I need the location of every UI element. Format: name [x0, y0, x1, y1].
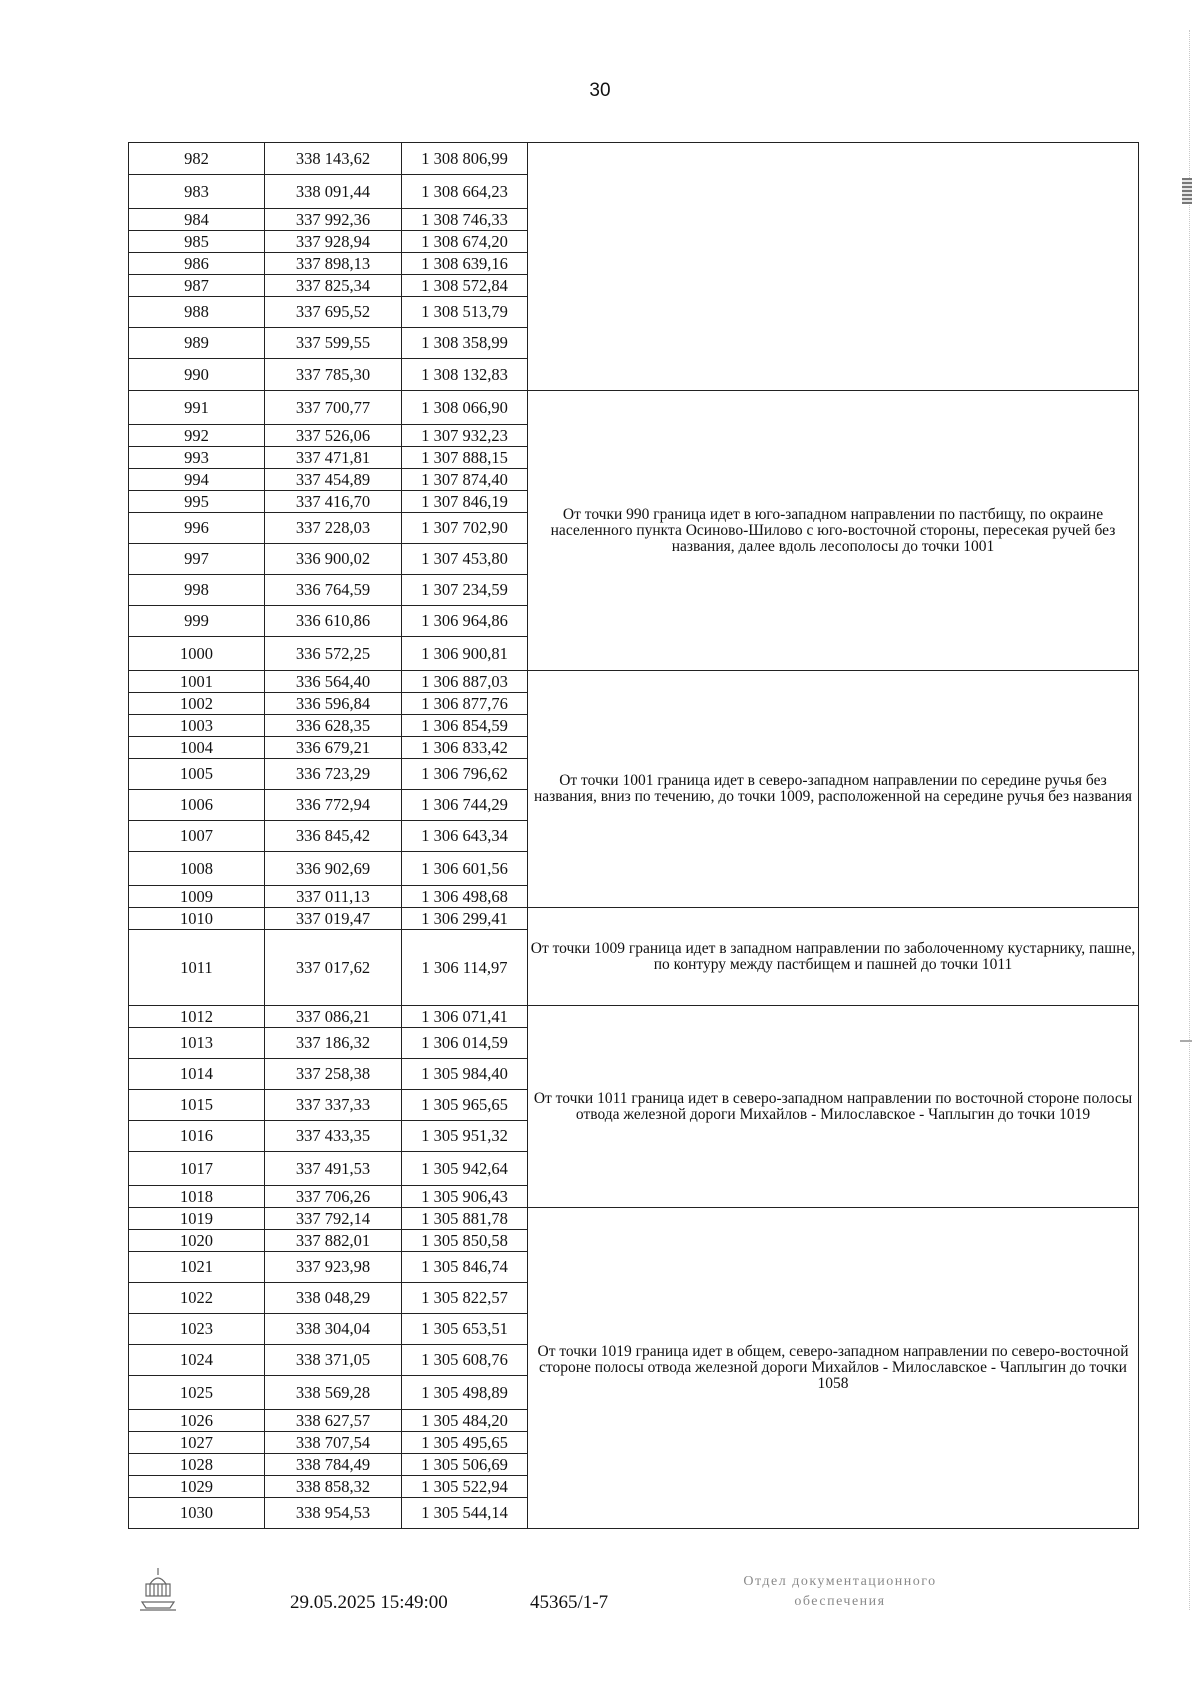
- point-number-cell: 1026: [129, 1410, 265, 1432]
- x-coordinate-cell: 336 723,29: [265, 759, 402, 790]
- x-coordinate-cell: 337 416,70: [265, 491, 402, 513]
- y-coordinate-cell: 1 305 965,65: [402, 1090, 528, 1121]
- point-number-cell: 1004: [129, 737, 265, 759]
- y-coordinate-cell: 1 307 874,40: [402, 469, 528, 491]
- y-coordinate-cell: 1 307 702,90: [402, 513, 528, 544]
- x-coordinate-cell: 336 564,40: [265, 671, 402, 693]
- scan-tick: [1180, 1040, 1192, 1042]
- point-number-cell: 1008: [129, 852, 265, 886]
- x-coordinate-cell: 338 048,29: [265, 1283, 402, 1314]
- y-coordinate-cell: 1 307 234,59: [402, 575, 528, 606]
- x-coordinate-cell: 337 792,14: [265, 1208, 402, 1230]
- boundary-description-cell: От точки 1019 граница идет в общем, северо-западном направлении по северо-восточной стороне полосы отвода железной дороги Михайлов - Милославское - Чаплыгин до точки 1058: [528, 1208, 1139, 1529]
- y-coordinate-cell: 1 306 854,59: [402, 715, 528, 737]
- y-coordinate-cell: 1 308 358,99: [402, 328, 528, 359]
- x-coordinate-cell: 337 011,13: [265, 886, 402, 908]
- y-coordinate-cell: 1 308 513,79: [402, 297, 528, 328]
- y-coordinate-cell: 1 306 833,42: [402, 737, 528, 759]
- x-coordinate-cell: 336 679,21: [265, 737, 402, 759]
- point-number-cell: 1009: [129, 886, 265, 908]
- point-number-cell: 1021: [129, 1252, 265, 1283]
- table-row: [129, 143, 1139, 175]
- x-coordinate-cell: 336 628,35: [265, 715, 402, 737]
- x-coordinate-cell: 337 433,35: [265, 1121, 402, 1152]
- point-number-cell: 991: [129, 391, 265, 425]
- y-coordinate-cell: 1 306 299,41: [402, 908, 528, 930]
- point-number-cell: 1002: [129, 693, 265, 715]
- point-number-cell: 985: [129, 231, 265, 253]
- x-coordinate-cell: 337 086,21: [265, 1006, 402, 1028]
- point-number-cell: 989: [129, 328, 265, 359]
- point-number-cell: 1003: [129, 715, 265, 737]
- scan-edge-line: [1189, 30, 1192, 1610]
- y-coordinate-cell: 1 305 850,58: [402, 1230, 528, 1252]
- point-number-cell: 1006: [129, 790, 265, 821]
- y-coordinate-cell: 1 305 881,78: [402, 1208, 528, 1230]
- y-coordinate-cell: 1 305 608,76: [402, 1345, 528, 1376]
- x-coordinate-cell: 337 471,81: [265, 447, 402, 469]
- table-row: [129, 1208, 1139, 1230]
- point-number-cell: 982: [129, 143, 265, 175]
- y-coordinate-cell: 1 307 846,19: [402, 491, 528, 513]
- point-number-cell: 1027: [129, 1432, 265, 1454]
- point-number-cell: 1015: [129, 1090, 265, 1121]
- x-coordinate-cell: 338 143,62: [265, 143, 402, 175]
- y-coordinate-cell: 1 306 877,76: [402, 693, 528, 715]
- x-coordinate-cell: 337 706,26: [265, 1186, 402, 1208]
- x-coordinate-cell: 336 572,25: [265, 637, 402, 671]
- x-coordinate-cell: 338 627,57: [265, 1410, 402, 1432]
- y-coordinate-cell: 1 305 951,32: [402, 1121, 528, 1152]
- x-coordinate-cell: 337 882,01: [265, 1230, 402, 1252]
- x-coordinate-cell: 336 764,59: [265, 575, 402, 606]
- x-coordinate-cell: 338 304,04: [265, 1314, 402, 1345]
- x-coordinate-cell: 336 900,02: [265, 544, 402, 575]
- y-coordinate-cell: 1 305 822,57: [402, 1283, 528, 1314]
- coordinates-table-body: [129, 143, 1139, 1529]
- y-coordinate-cell: 1 305 522,94: [402, 1476, 528, 1498]
- y-coordinate-cell: 1 305 846,74: [402, 1252, 528, 1283]
- y-coordinate-cell: 1 306 900,81: [402, 637, 528, 671]
- y-coordinate-cell: 1 306 643,34: [402, 821, 528, 852]
- table-row: [129, 1006, 1139, 1028]
- x-coordinate-cell: 337 017,62: [265, 930, 402, 1006]
- point-number-cell: 998: [129, 575, 265, 606]
- x-coordinate-cell: 337 186,32: [265, 1028, 402, 1059]
- x-coordinate-cell: 336 596,84: [265, 693, 402, 715]
- x-coordinate-cell: 337 258,38: [265, 1059, 402, 1090]
- table-row: [129, 908, 1139, 930]
- point-number-cell: 986: [129, 253, 265, 275]
- point-number-cell: 1030: [129, 1498, 265, 1529]
- x-coordinate-cell: 338 784,49: [265, 1454, 402, 1476]
- x-coordinate-cell: 337 700,77: [265, 391, 402, 425]
- x-coordinate-cell: 337 228,03: [265, 513, 402, 544]
- y-coordinate-cell: 1 305 544,14: [402, 1498, 528, 1529]
- point-number-cell: 994: [129, 469, 265, 491]
- x-coordinate-cell: 337 923,98: [265, 1252, 402, 1283]
- y-coordinate-cell: 1 308 132,83: [402, 359, 528, 391]
- point-number-cell: 983: [129, 175, 265, 209]
- y-coordinate-cell: 1 308 674,20: [402, 231, 528, 253]
- x-coordinate-cell: 338 954,53: [265, 1498, 402, 1529]
- footer-document-number: 45365/1-7: [530, 1592, 609, 1613]
- point-number-cell: 1001: [129, 671, 265, 693]
- boundary-description-cell: От точки 990 граница идет в юго-западном направлении по пастбищу, по окраине населенного пункта Осиново-Шилово с юго-восточной стороны, пересекая ручей без названия, далее вдоль лесополосы до точки 1001: [528, 391, 1139, 671]
- point-number-cell: 996: [129, 513, 265, 544]
- y-coordinate-cell: 1 305 495,65: [402, 1432, 528, 1454]
- y-coordinate-cell: 1 308 746,33: [402, 209, 528, 231]
- boundary-description-cell: [528, 143, 1139, 391]
- point-number-cell: 992: [129, 425, 265, 447]
- x-coordinate-cell: 338 371,05: [265, 1345, 402, 1376]
- page-number: 30: [589, 80, 611, 101]
- y-coordinate-cell: 1 305 506,69: [402, 1454, 528, 1476]
- y-coordinate-cell: 1 305 942,64: [402, 1152, 528, 1186]
- y-coordinate-cell: 1 308 572,84: [402, 275, 528, 297]
- x-coordinate-cell: 338 707,54: [265, 1432, 402, 1454]
- point-number-cell: 1012: [129, 1006, 265, 1028]
- x-coordinate-cell: 338 858,32: [265, 1476, 402, 1498]
- boundary-description-cell: От точки 1001 граница идет в северо-западном направлении по середине ручья без названия, вниз по течению, до точки 1009, расположенной на середине ручья без названия: [528, 671, 1139, 908]
- x-coordinate-cell: 338 091,44: [265, 175, 402, 209]
- point-number-cell: 1007: [129, 821, 265, 852]
- point-number-cell: 1014: [129, 1059, 265, 1090]
- y-coordinate-cell: 1 305 498,89: [402, 1376, 528, 1410]
- point-number-cell: 1022: [129, 1283, 265, 1314]
- y-coordinate-cell: 1 305 653,51: [402, 1314, 528, 1345]
- x-coordinate-cell: 337 599,55: [265, 328, 402, 359]
- y-coordinate-cell: 1 306 601,56: [402, 852, 528, 886]
- point-number-cell: 1020: [129, 1230, 265, 1252]
- x-coordinate-cell: 337 785,30: [265, 359, 402, 391]
- point-number-cell: 987: [129, 275, 265, 297]
- x-coordinate-cell: 338 569,28: [265, 1376, 402, 1410]
- point-number-cell: 1029: [129, 1476, 265, 1498]
- point-number-cell: 1000: [129, 637, 265, 671]
- y-coordinate-cell: 1 308 066,90: [402, 391, 528, 425]
- y-coordinate-cell: 1 306 014,59: [402, 1028, 528, 1059]
- stamp-line-2: обеспечения: [794, 1594, 886, 1609]
- point-number-cell: 984: [129, 209, 265, 231]
- y-coordinate-cell: 1 305 484,20: [402, 1410, 528, 1432]
- boundary-description-cell: От точки 1009 граница идет в западном направлении по заболоченному кустарнику, пашне, по контуру между пастбищем и пашней до точки 1011: [528, 908, 1139, 1006]
- point-number-cell: 1023: [129, 1314, 265, 1345]
- point-number-cell: 1028: [129, 1454, 265, 1476]
- point-number-cell: 990: [129, 359, 265, 391]
- point-number-cell: 1016: [129, 1121, 265, 1152]
- x-coordinate-cell: 337 019,47: [265, 908, 402, 930]
- x-coordinate-cell: 337 491,53: [265, 1152, 402, 1186]
- point-number-cell: 1018: [129, 1186, 265, 1208]
- footer-date: 29.05.2025 15:49:00: [290, 1592, 448, 1613]
- x-coordinate-cell: 336 902,69: [265, 852, 402, 886]
- y-coordinate-cell: 1 307 932,23: [402, 425, 528, 447]
- point-number-cell: 997: [129, 544, 265, 575]
- table-row: [129, 671, 1139, 693]
- y-coordinate-cell: 1 306 498,68: [402, 886, 528, 908]
- x-coordinate-cell: 337 454,89: [265, 469, 402, 491]
- y-coordinate-cell: 1 306 796,62: [402, 759, 528, 790]
- x-coordinate-cell: 337 695,52: [265, 297, 402, 328]
- y-coordinate-cell: 1 306 071,41: [402, 1006, 528, 1028]
- scan-mark: [1182, 178, 1192, 204]
- point-number-cell: 1024: [129, 1345, 265, 1376]
- boundary-description-cell: От точки 1011 граница идет в северо-западном направлении по восточной стороне полосы отвода железной дороги Михайлов - Милославское - Чаплыгин до точки 1019: [528, 1006, 1139, 1208]
- x-coordinate-cell: 337 337,33: [265, 1090, 402, 1121]
- y-coordinate-cell: 1 308 806,99: [402, 143, 528, 175]
- x-coordinate-cell: 337 825,34: [265, 275, 402, 297]
- y-coordinate-cell: 1 306 744,29: [402, 790, 528, 821]
- y-coordinate-cell: 1 306 114,97: [402, 930, 528, 1006]
- x-coordinate-cell: 336 772,94: [265, 790, 402, 821]
- x-coordinate-cell: 337 898,13: [265, 253, 402, 275]
- coat-of-arms-icon: [136, 1566, 180, 1612]
- point-number-cell: 1011: [129, 930, 265, 1006]
- x-coordinate-cell: 336 610,86: [265, 606, 402, 637]
- y-coordinate-cell: 1 308 664,23: [402, 175, 528, 209]
- y-coordinate-cell: 1 307 453,80: [402, 544, 528, 575]
- point-number-cell: 1019: [129, 1208, 265, 1230]
- point-number-cell: 988: [129, 297, 265, 328]
- stamp-line-1: Отдел документационного: [743, 1574, 937, 1589]
- y-coordinate-cell: 1 305 984,40: [402, 1059, 528, 1090]
- coordinates-table: [128, 142, 1139, 1529]
- point-number-cell: 999: [129, 606, 265, 637]
- point-number-cell: 1025: [129, 1376, 265, 1410]
- x-coordinate-cell: 337 992,36: [265, 209, 402, 231]
- department-stamp: [690, 1572, 990, 1612]
- point-number-cell: 1017: [129, 1152, 265, 1186]
- x-coordinate-cell: 337 928,94: [265, 231, 402, 253]
- y-coordinate-cell: 1 308 639,16: [402, 253, 528, 275]
- y-coordinate-cell: 1 306 887,03: [402, 671, 528, 693]
- table-row: [129, 391, 1139, 425]
- point-number-cell: 995: [129, 491, 265, 513]
- point-number-cell: 1005: [129, 759, 265, 790]
- point-number-cell: 1013: [129, 1028, 265, 1059]
- x-coordinate-cell: 337 526,06: [265, 425, 402, 447]
- y-coordinate-cell: 1 306 964,86: [402, 606, 528, 637]
- point-number-cell: 1010: [129, 908, 265, 930]
- point-number-cell: 993: [129, 447, 265, 469]
- y-coordinate-cell: 1 305 906,43: [402, 1186, 528, 1208]
- x-coordinate-cell: 336 845,42: [265, 821, 402, 852]
- y-coordinate-cell: 1 307 888,15: [402, 447, 528, 469]
